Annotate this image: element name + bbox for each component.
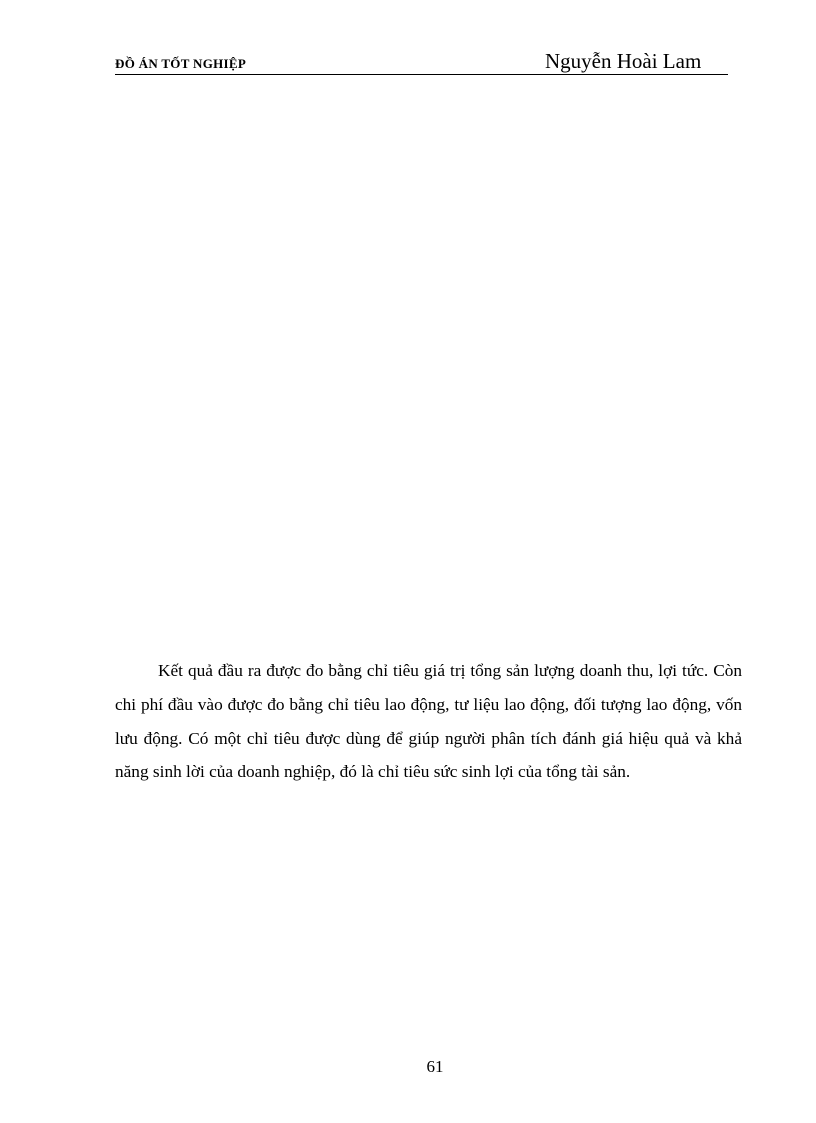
body-text — [115, 654, 742, 789]
page-number: 61 — [426, 1057, 444, 1076]
paragraph: Kết quả đầu ra được đo bằng chỉ tiêu giá trị tổng sản lượng doanh thu, lợi tức. Còn chi phí đầu vào được đo bằng chỉ tiêu lao động, tư liệu lao động, đối tượng lao động, vốn lưu động. Có một chỉ tiêu được dùng để giúp người phân tích đánh giá hiệu quả và khả năng sinh lời của doanh nghiệp, đó là chỉ tiêu sức sinh lợi của tổng tài sản. — [115, 661, 742, 782]
page-header — [115, 46, 728, 75]
document-type-label: ĐỒ ÁN TỐT NGHIỆP — [115, 56, 247, 71]
author-name: Nguyễn Hoài Lam — [545, 49, 702, 73]
